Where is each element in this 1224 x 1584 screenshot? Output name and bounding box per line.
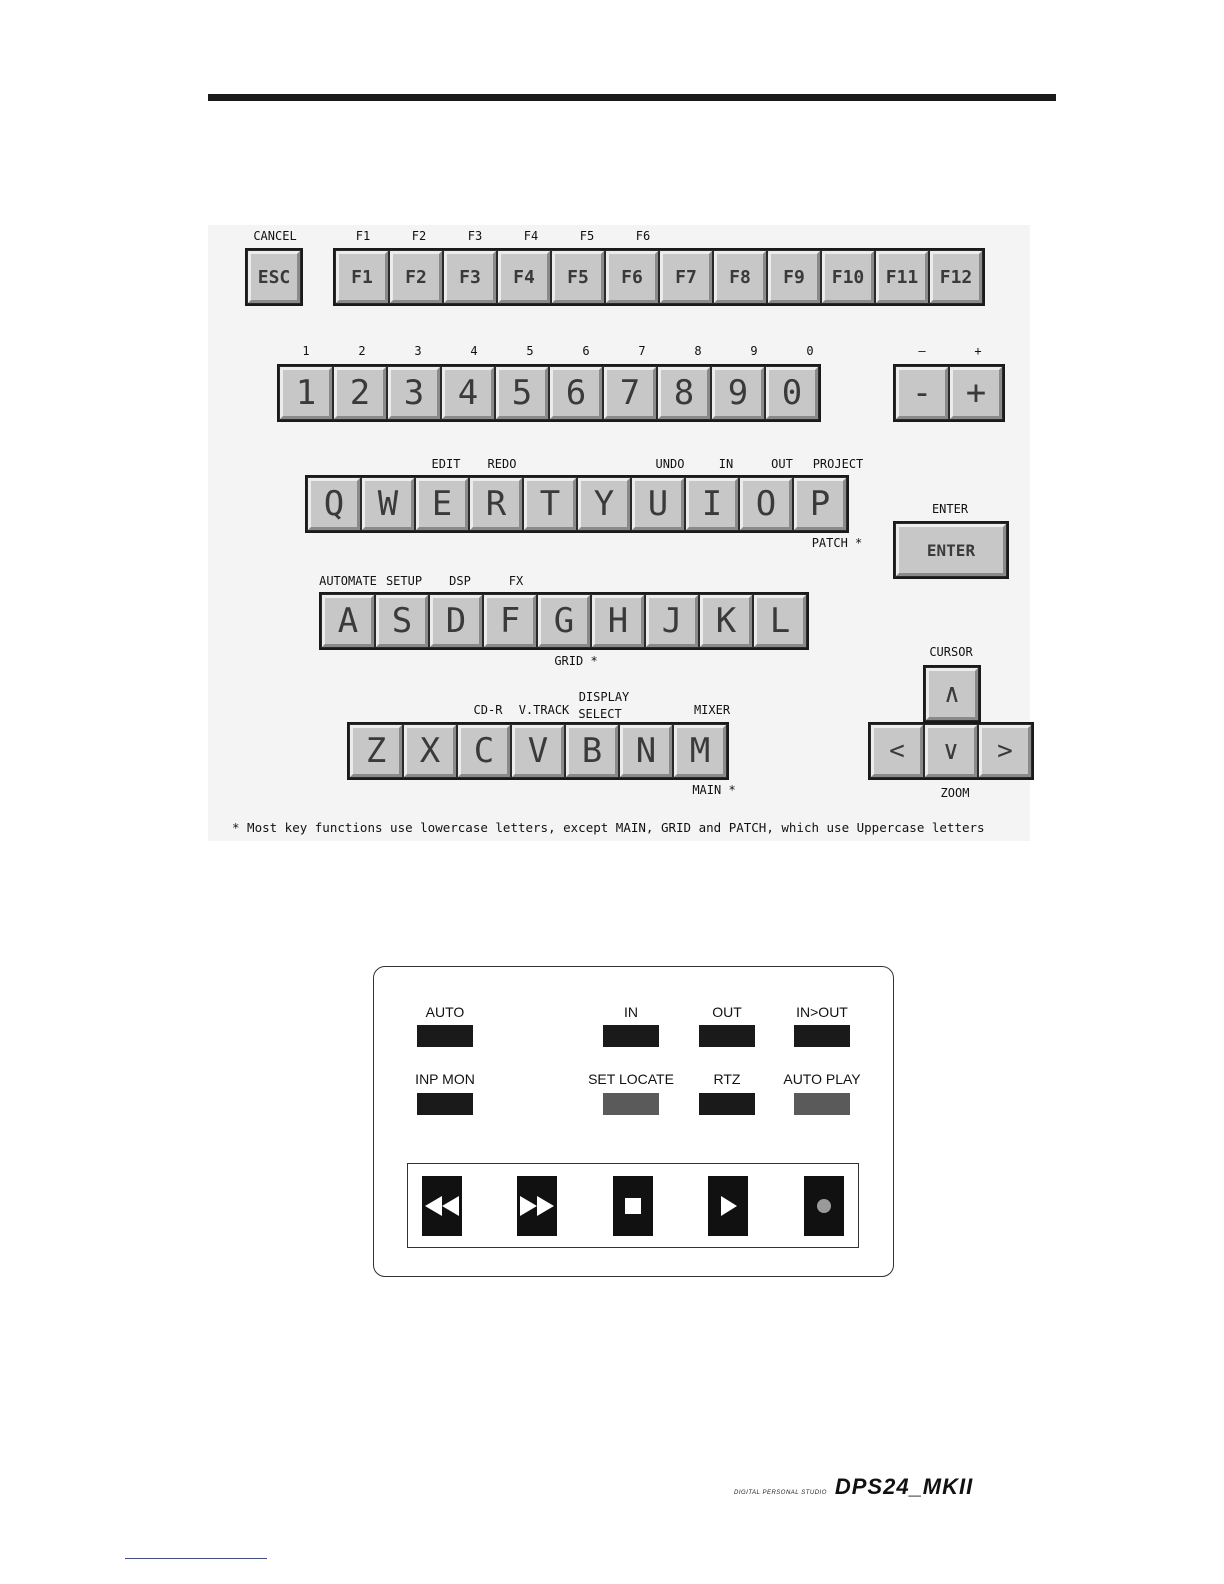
key-f1[interactable]: F1 — [336, 251, 388, 303]
in-button[interactable] — [603, 1025, 659, 1047]
arrow-down-icon: ∨ — [943, 736, 959, 766]
set-locate-label: SET LOCATE — [588, 1071, 674, 1087]
play-icon — [719, 1196, 737, 1216]
key-function-label: FX — [508, 574, 524, 588]
in-label: IN — [624, 1004, 638, 1020]
key-x[interactable]: X — [404, 725, 456, 777]
key-function-label: F3 — [467, 229, 483, 243]
play-button[interactable] — [708, 1176, 748, 1236]
in-out-button[interactable] — [794, 1025, 850, 1047]
key-function-label: IN — [718, 457, 734, 471]
key-l[interactable]: L — [754, 595, 806, 647]
brand-logo — [734, 1474, 973, 1500]
key-function-label: + — [974, 344, 982, 358]
key-f7[interactable]: F7 — [660, 251, 712, 303]
auto-play-button[interactable] — [794, 1093, 850, 1115]
key-function-label: OUT — [771, 457, 793, 471]
key-n[interactable]: N — [620, 725, 672, 777]
arrow-left-icon: < — [889, 736, 905, 766]
stop-icon — [625, 1198, 641, 1214]
auto-play-label: AUTO PLAY — [783, 1071, 861, 1087]
key-esc[interactable]: ESC — [248, 251, 300, 303]
key-function-label: – — [918, 344, 926, 358]
key-6[interactable]: 6 — [550, 367, 602, 419]
inp-mon-label: INP MON — [415, 1071, 475, 1087]
key-arrow-left[interactable] — [871, 725, 923, 777]
key-k[interactable]: K — [700, 595, 752, 647]
key-function-label: 2 — [358, 344, 366, 358]
rtz-label: RTZ — [713, 1071, 741, 1087]
zoom-label: ZOOM — [940, 786, 970, 800]
key-function-label: REDO — [487, 457, 517, 471]
inp-mon-button[interactable] — [417, 1093, 473, 1115]
function-key-row — [333, 248, 985, 306]
arrow-right-icon: > — [997, 736, 1013, 766]
key-q[interactable]: Q — [308, 478, 360, 530]
key-h[interactable]: H — [592, 595, 644, 647]
key-enter[interactable]: ENTER — [896, 524, 1006, 576]
key-i[interactable]: I — [686, 478, 738, 530]
key-function-label: PROJECT — [812, 457, 864, 471]
fast-forward-button[interactable] — [517, 1176, 557, 1236]
rtz-button[interactable] — [699, 1093, 755, 1115]
key-function-label: 9 — [750, 344, 758, 358]
footer-line — [125, 1558, 267, 1559]
key-d[interactable]: D — [430, 595, 482, 647]
key-t[interactable]: T — [524, 478, 576, 530]
key-e[interactable]: E — [416, 478, 468, 530]
display-select-label: SELECT — [578, 707, 622, 721]
enter-key-group — [893, 521, 1009, 579]
key-function-label: 1 — [302, 344, 310, 358]
main-label: MAIN * — [692, 783, 736, 797]
key-f[interactable]: F — [484, 595, 536, 647]
key-arrow-down[interactable] — [925, 725, 977, 777]
key-function-label: 3 — [414, 344, 422, 358]
key-plus[interactable]: + — [950, 367, 1002, 419]
qwerty-key-row — [305, 475, 849, 533]
key-function-label: UNDO — [655, 457, 685, 471]
key-g[interactable]: G — [538, 595, 590, 647]
key-function-label: F5 — [579, 229, 595, 243]
key-function-label: 5 — [526, 344, 534, 358]
key-z[interactable]: Z — [350, 725, 402, 777]
key-function-label: V.TRACK — [518, 703, 570, 717]
key-f9[interactable]: F9 — [768, 251, 820, 303]
set-locate-button[interactable] — [603, 1093, 659, 1115]
key-f11[interactable]: F11 — [876, 251, 928, 303]
cursor-up-group — [923, 665, 981, 723]
key-w[interactable]: W — [362, 478, 414, 530]
key-function-label: F1 — [355, 229, 371, 243]
rewind-button[interactable] — [422, 1176, 462, 1236]
key-function-label: MIXER — [693, 703, 731, 717]
footnote: * Most key functions use lowercase letters, except MAIN, GRID and PATCH, which use Uppercase letters — [232, 820, 985, 835]
arrow-up-icon: ∧ — [944, 679, 960, 709]
key-function-label: CD-R — [473, 703, 503, 717]
key-m[interactable]: M — [674, 725, 726, 777]
zxcv-key-row — [347, 722, 729, 780]
key-j[interactable]: J — [646, 595, 698, 647]
patch-label: PATCH * — [811, 536, 863, 550]
key-v[interactable]: V — [512, 725, 564, 777]
esc-key-group — [245, 248, 303, 306]
key-y[interactable]: Y — [578, 478, 630, 530]
enter-function-label: ENTER — [931, 502, 969, 516]
cursor-row-group — [868, 722, 1034, 780]
auto-label: AUTO — [425, 1004, 465, 1020]
record-button[interactable] — [804, 1176, 844, 1236]
number-key-row — [277, 364, 821, 422]
in-out-label: IN>OUT — [796, 1004, 848, 1020]
asdf-key-row — [319, 592, 809, 650]
key-2[interactable]: 2 — [334, 367, 386, 419]
auto-button[interactable] — [417, 1025, 473, 1047]
key-function-label: SETUP — [385, 574, 423, 588]
key-minus[interactable]: - — [896, 367, 948, 419]
record-icon — [816, 1198, 832, 1214]
key-function-label: 7 — [638, 344, 646, 358]
key-function-label: F6 — [635, 229, 651, 243]
key-o[interactable]: O — [740, 478, 792, 530]
key-u[interactable]: U — [632, 478, 684, 530]
key-7[interactable]: 7 — [604, 367, 656, 419]
key-function-label: 0 — [806, 344, 814, 358]
key-function-label: F2 — [411, 229, 427, 243]
key-f8[interactable]: F8 — [714, 251, 766, 303]
rewind-icon — [425, 1196, 459, 1216]
key-function-label: 4 — [470, 344, 478, 358]
key-b[interactable]: B — [566, 725, 618, 777]
display-select-label: DISPLAY — [578, 690, 630, 704]
key-c[interactable]: C — [458, 725, 510, 777]
out-label: OUT — [712, 1004, 742, 1020]
brand-name: DPS24_MKII — [834, 1474, 974, 1499]
out-button[interactable] — [699, 1025, 755, 1047]
grid-label: GRID * — [554, 654, 598, 668]
plus-minus-key-group — [893, 364, 1005, 422]
key-function-label: EDIT — [431, 457, 461, 471]
key-function-label: 6 — [582, 344, 590, 358]
key-f6[interactable]: F6 — [606, 251, 658, 303]
key-function-label: DSP — [449, 574, 471, 588]
header-rule — [208, 94, 1056, 101]
key-function-label: 8 — [694, 344, 702, 358]
key-s[interactable]: S — [376, 595, 428, 647]
key-a[interactable]: A — [322, 595, 374, 647]
cursor-label: CURSOR — [929, 645, 973, 659]
key-function-label: F4 — [523, 229, 539, 243]
key-r[interactable]: R — [470, 478, 522, 530]
key-f2[interactable]: F2 — [390, 251, 442, 303]
key-8[interactable]: 8 — [658, 367, 710, 419]
brand-subtitle: DIGITAL PERSONAL STUDIO — [734, 1490, 827, 1496]
fast-forward-icon — [520, 1196, 554, 1216]
key-5[interactable]: 5 — [496, 367, 548, 419]
key-f5[interactable]: F5 — [552, 251, 604, 303]
key-9[interactable]: 9 — [712, 367, 764, 419]
key-f10[interactable]: F10 — [822, 251, 874, 303]
key-f12[interactable]: F12 — [930, 251, 982, 303]
key-arrow-right[interactable] — [979, 725, 1031, 777]
key-f3[interactable]: F3 — [444, 251, 496, 303]
esc-function-label: CANCEL — [253, 229, 297, 243]
key-p[interactable]: P — [794, 478, 846, 530]
key-4[interactable]: 4 — [442, 367, 494, 419]
key-3[interactable]: 3 — [388, 367, 440, 419]
key-1[interactable]: 1 — [280, 367, 332, 419]
key-0[interactable]: 0 — [766, 367, 818, 419]
key-arrow-up[interactable] — [926, 668, 978, 720]
stop-button[interactable] — [613, 1176, 653, 1236]
key-function-label: AUTOMATE — [319, 574, 377, 588]
key-f4[interactable]: F4 — [498, 251, 550, 303]
